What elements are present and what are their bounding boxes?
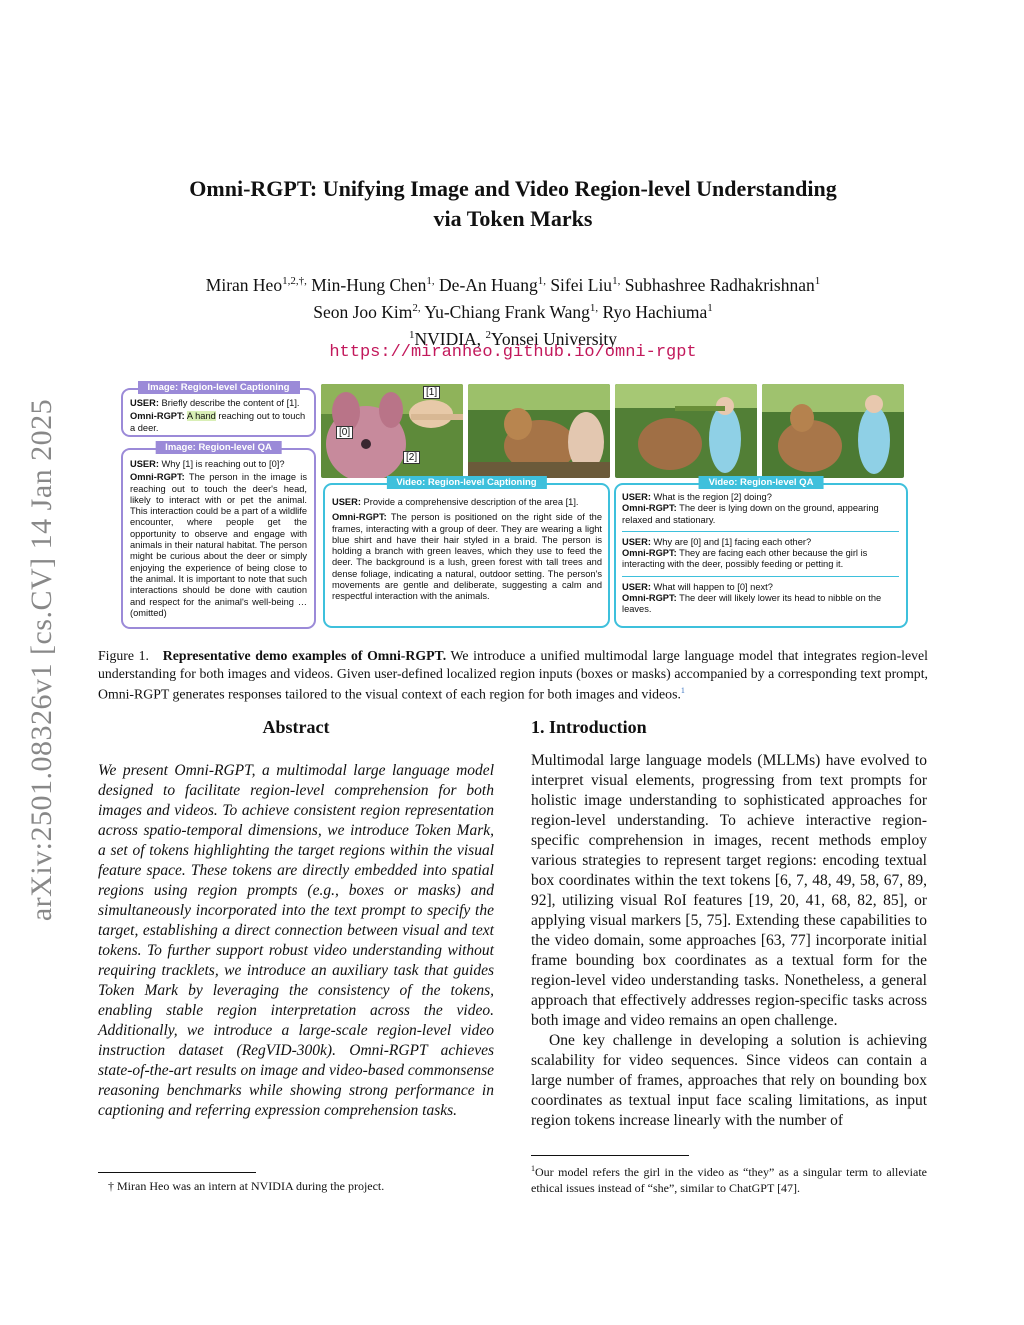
model-tag: Omni-RGPT: xyxy=(130,472,185,483)
project-url[interactable]: https://miranheo.github.io/omni-rgpt xyxy=(329,343,697,362)
video-frame-1 xyxy=(468,384,610,478)
user-tag: USER: xyxy=(622,536,651,547)
abstract-heading: Abstract xyxy=(262,717,330,737)
footnote-right-text: Our model refers the girl in the video as “they” as a singular term to alleviate ethical issues instead of “she”, similar to ChatGPT [47]. xyxy=(531,1165,927,1195)
qa-divider xyxy=(622,576,899,577)
introduction-heading: 1. Introduction xyxy=(531,717,647,737)
footnote-left: † Miran Heo was an intern at NVIDIA during the project. xyxy=(108,1179,385,1193)
authors-line-1: Miran Heo$^{1,2,\dagger,}$ Min-Hung Chen$^{1,}$ De-An Huang$^{1,}$ Sifei Liu$^{1,}$ Subhashree Radhakrishnan$^1$ xyxy=(205,274,821,295)
model-tag: Omni-RGPT: xyxy=(622,503,677,514)
video-frame-3 xyxy=(762,384,904,478)
user-prompt: Why [1] is reaching out to [0]? xyxy=(161,459,285,469)
title-line-2: via Token Marks xyxy=(433,206,593,231)
user-tag: USER: xyxy=(332,497,361,507)
footnote-right xyxy=(531,1161,927,1196)
question-3: What will happen to [0] next? xyxy=(653,581,773,592)
region-label-0: [0] xyxy=(336,426,353,439)
title-line-1: Omni-RGPT: Unifying Image and Video Region-level Understanding xyxy=(189,176,837,201)
affiliations: $^1$NVIDIA, $^2$Yonsei University xyxy=(408,328,618,349)
answer-2: They are facing each other because the girl is interacting with the deer, possibly feeding or petting it. xyxy=(622,548,868,570)
image-qa-box xyxy=(121,442,316,629)
abstract-text: We present Omni-RGPT, a multimodal large language model designed to facilitate region-level comprehension for both images and videos. To achieve consistent region representation across spatio-temporal dimensions, we introduce Token Mark, a set of tokens highlighting the target regions within the visual feature space. These tokens are directly embedded into spatial regions using region prompts (e.g., boxes or masks) and simultaneously incorporated into the text prompt to specify the target, establishing a direct connection between visual and text tokens. To further support robust video understanding without requiring tracklets, we introduce an auxiliary task that guides Token Mark by leveraging the consistency of the tokens, enabling stable region interpretation across the video. Additionally, we introduce a large-scale region-level video instruction dataset (RegVID-300k). Omni-RGPT achieves state-of-the-art results on image and video-based commonsense reasoning benchmarks while showing strong performance in captioning and referring expression comprehension tasks. xyxy=(98,762,494,1119)
intro-paragraph-2: One key challenge in developing a solution is achieving scalability for video sequences. Since videos can contain a large number of frames, approaches that rely on bounding box coordinates as textual input face scaling limitations, as input region tokens increase linearly with the number of xyxy=(531,1032,927,1129)
paper-title xyxy=(100,174,926,234)
video-captioning-label: Video: Region-level Captioning xyxy=(386,476,546,489)
video-qa-label: Video: Region-level QA xyxy=(699,476,824,489)
introduction-body xyxy=(531,751,927,1131)
caption-label: Figure 1. xyxy=(98,648,149,663)
image-captioning-label: Image: Region-level Captioning xyxy=(138,381,300,394)
user-prompt: Provide a comprehensive description of the area [1]. xyxy=(363,497,579,507)
question-1: What is the region [2] doing? xyxy=(653,492,772,502)
caption-footnote-mark[interactable]: 1 xyxy=(680,686,685,695)
user-tag: USER: xyxy=(130,459,159,469)
question-2: Why are [0] and [1] facing each other? xyxy=(653,536,812,547)
intro-paragraph-1: Multimodal large language models (MLLMs) have evolved to interpret visual elements, progressing from text prompts for holistic image understanding to sophisticated approaches for region-level understanding. To achieve interactive region-specific comprehension in images, recent methods employ various strategies to represent target regions: encoding textual box coordinates within the text tokens [6, 7, 48, 49, 58, 67, 89, 92], utilizing visual RoI features [19, 20, 41, 68, 82, 85], or applying visual markers [5, 75]. Extending these capabilities to the video domain, some approaches [63, 77] incorporate initial frame bounding box coordinates as a textual form for the region-level video understanding tasks. Nonetheless, a general approach that effectively addresses region-specific tasks across both image and video remains an open challenge. xyxy=(531,752,927,1029)
video-captioning-box xyxy=(323,477,610,628)
model-tag: Omni-RGPT: xyxy=(622,548,677,559)
model-tag: Omni-RGPT: xyxy=(332,512,387,523)
video-frame-2 xyxy=(615,384,757,478)
arxiv-identifier: arXiv:2501.08326v1 [cs.CV] 14 Jan 2025 xyxy=(25,398,58,922)
video-qa-box xyxy=(614,477,908,628)
figure-caption xyxy=(98,647,928,703)
arxiv-sidebar xyxy=(18,360,66,960)
region-label-2: [2] xyxy=(403,451,420,464)
user-prompt: Briefly describe the content of [1]. xyxy=(161,398,300,408)
footnote-mark: 1 xyxy=(531,1164,535,1173)
model-tag: Omni-RGPT: xyxy=(130,411,185,422)
author-block xyxy=(100,270,926,350)
user-tag: USER: xyxy=(622,492,651,502)
model-tag: Omni-RGPT: xyxy=(622,593,677,604)
model-response: The person in the image is reaching out to touch the deer's head, likely to interact with or pet the animal. This interaction could be a part of a wildlife encounter, where people get the opportunity to observe and engage with animals in their natural habitat. The person might be curious about the deer or simply enjoying the experience of being close to the animal. It is important to note that such interactions should be done with caution and respect for the animal's well-being … (omitted) xyxy=(130,472,308,618)
image-captioning-box xyxy=(121,382,316,437)
caption-text: We introduce a unified multimodal large language model that integrates region-level understanding for both images and videos. Given user-defined localized region inputs (boxes or masks) accompanied by a corresponding text prompt, Omni-RGPT generates responses tailored to the visual context of each region for both images and videos. xyxy=(98,648,928,702)
answer-3: The deer will likely lower its head to nibble on the leaves. xyxy=(622,593,882,615)
answer-1: The deer is lying down on the ground, appearing relaxed and stationary. xyxy=(622,503,879,525)
model-response: The person is positioned on the right side of the frames, interacting with a group of deer. They are wearing a light blue shirt and have their hair styled in a braid. The person is holding a branch with green leaves, which they use to feed the deer. The background is a lush, green forest with tall trees and dense foliage, indicating a natural, outdoor setting. The person's movements are gentle and deliberate, suggesting a calm and respectful interaction with the animals. xyxy=(332,512,603,602)
user-tag: USER: xyxy=(622,581,651,592)
user-tag: USER: xyxy=(130,398,159,408)
authors-line-2: Seon Joo Kim$^{2,}$ Yu-Chiang Frank Wang$^{1,}$ Ryo Hachiuma$^1$ xyxy=(313,301,713,322)
model-response: reaching out to touch a deer. xyxy=(130,411,306,433)
image-qa-label: Image: Region-level QA xyxy=(155,441,282,454)
caption-bold: Representative demo examples of Omni-RGPT. xyxy=(162,648,447,663)
footnote-rule-left xyxy=(98,1172,256,1173)
footnote-rule-right xyxy=(531,1155,689,1156)
region-label-1: [1] xyxy=(423,386,440,399)
qa-divider xyxy=(622,531,899,532)
highlight-hand: A hand xyxy=(186,411,216,422)
